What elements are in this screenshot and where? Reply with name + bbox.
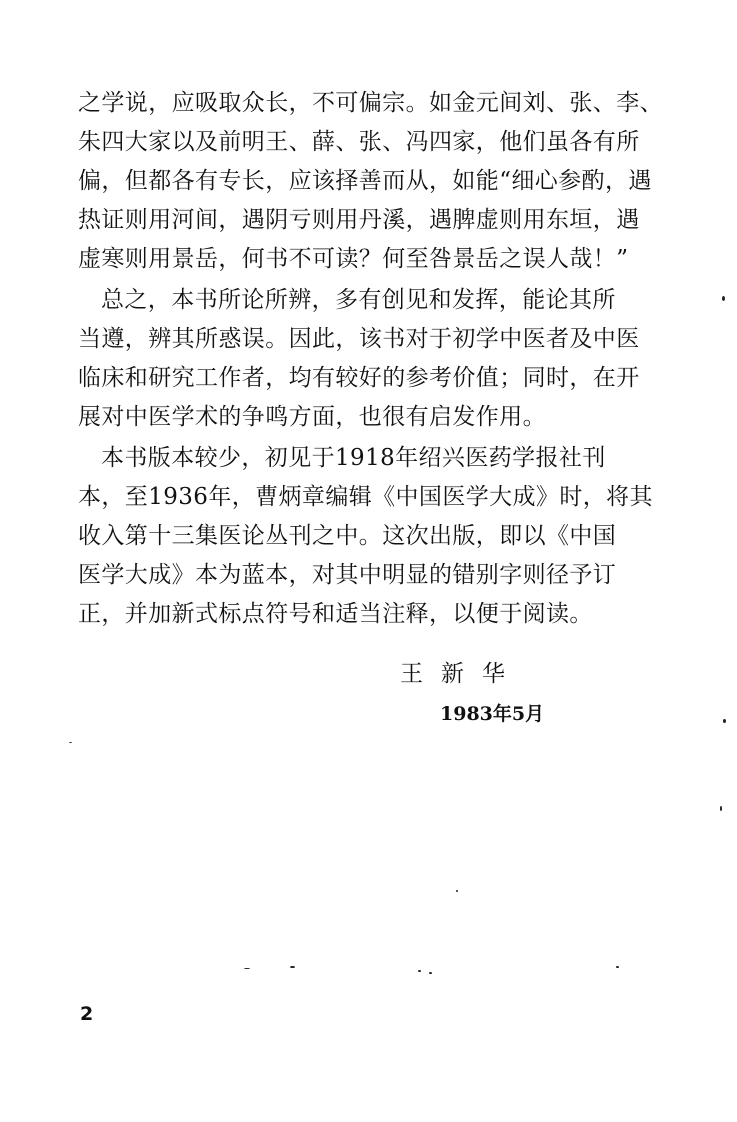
page-number: 2: [80, 1003, 94, 1025]
text-line: 正，并加新式标点符号和适当注释，以便于阅读。: [78, 601, 593, 627]
text-line: 之学说，应吸取众长，不可偏宗。如金元间刘、张、李、: [78, 90, 663, 116]
text-line: 虚寒则用景岳，何书不可读？何至咎景岳之误人哉！”: [78, 246, 629, 272]
scan-speck: [418, 970, 421, 972]
author-signature: 王新华: [400, 661, 523, 687]
text-line: 本，至1936年，曹炳章编辑《中国医学大成》时，将其: [78, 484, 653, 510]
text-line: 本书版本较少，初见于1918年绍兴医药学报社刊: [101, 445, 606, 471]
text-line: 总之，本书所论所辨，多有创见和发挥，能论其所: [101, 287, 616, 313]
scan-speck: [722, 296, 725, 301]
text-line: 医学大成》本为蓝本，对其中明显的错别字则径予订: [78, 562, 617, 588]
scan-speck: [720, 806, 722, 811]
text-line: 当遵，辨其所惑误。因此，该书对于初学中医者及中医: [78, 326, 640, 352]
scan-speck: [723, 719, 726, 723]
scan-speck: [616, 966, 619, 968]
signature-date: 1983年5月: [440, 703, 545, 725]
text-line: 热证则用河间，遇阴亏则用丹溪，遇脾虚则用东垣，遇: [78, 207, 640, 233]
scan-speck: [290, 966, 295, 968]
text-line: 朱四大家以及前明王、薛、张、冯四家，他们虽各有所: [78, 129, 640, 155]
text-line: 展对中医学术的争鸣方面，也很有启发作用。: [78, 404, 546, 430]
text-line: 临床和研究工作者，均有较好的参考价值；同时，在开: [78, 365, 640, 391]
text-line: 偏，但都各有专长，应该择善而从，如能“细心参酌，遇: [78, 168, 652, 194]
scan-speck: [456, 890, 458, 892]
scan-speck: [429, 972, 432, 974]
text-line: 收入第十三集医论丛刊之中。这次出版，即以《中国: [78, 523, 617, 549]
scan-speck: [69, 742, 72, 743]
scan-speck: [244, 968, 250, 969]
